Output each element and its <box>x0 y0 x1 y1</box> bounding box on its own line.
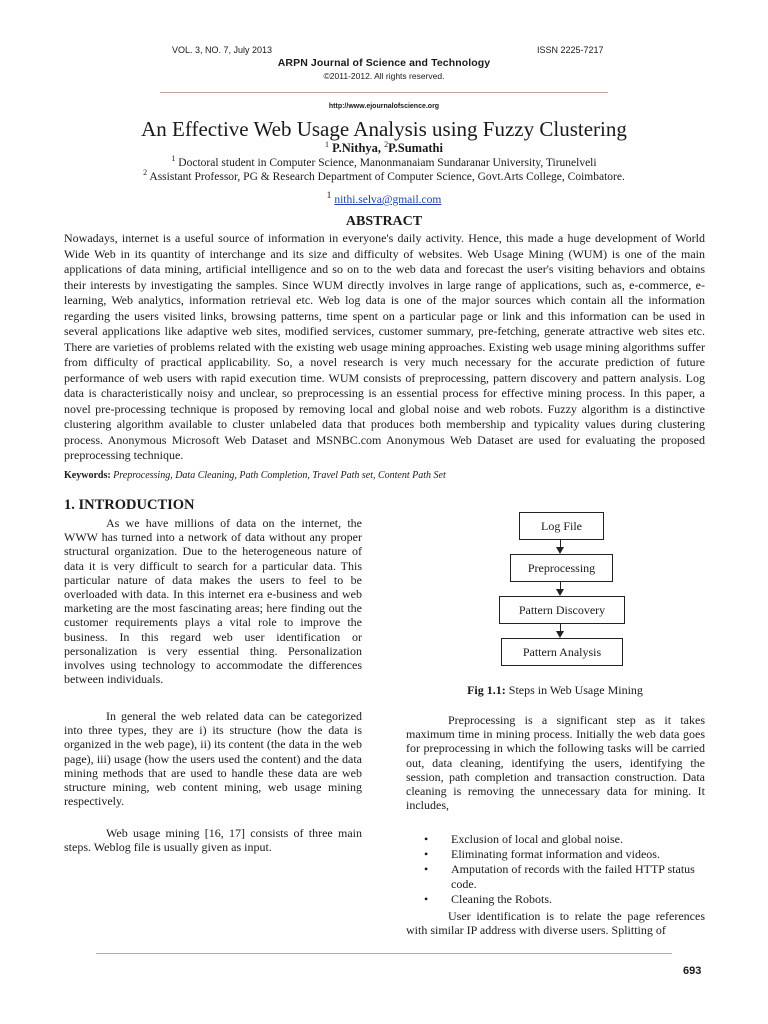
header-volume: VOL. 3, NO. 7, July 2013 <box>172 45 273 55</box>
introduction-p1-text: As we have millions of data on the internet, the WWW has turned into a network of data without any proper structural organization. Due to the heterogeneous nature of data it is very difficult to search for a particular data. This particular nature of data makes the users to feel to be overloaded with data. In this internet era e-business and web marketing are the most fascinating areas; here finding out the customer requirements plays a vital role to improve the business. In this regard web user identification or personalization is very essential thing. Personalization involves using technology to accommodate the differences between individuals. <box>64 516 362 687</box>
introduction-heading: 1. INTRODUCTION <box>64 497 195 513</box>
introduction-paragraph-3 <box>64 826 362 854</box>
header-copyright: ©2011-2012. All rights reserved. <box>323 71 445 81</box>
email-superscript: 1 <box>326 190 332 201</box>
flow-step-log-file: Log File <box>519 512 604 540</box>
header-divider <box>160 92 608 93</box>
flow-step-pattern-discovery: Pattern Discovery <box>499 596 625 624</box>
list-item <box>424 847 705 862</box>
cleaning-bullet-list <box>424 832 705 907</box>
flow-arrowhead-2 <box>556 589 564 596</box>
list-item-text: Amputation of records with the failed HTTP status code. <box>451 862 695 891</box>
author2-name: P.Sumathi <box>388 141 443 156</box>
footer-divider <box>96 953 672 954</box>
list-item-text: Cleaning the Robots. <box>451 892 552 906</box>
header-url[interactable]: http://www.ejournalofscience.org <box>328 103 440 110</box>
right-p1-text: Preprocessing is a significant step as it takes maximum time in mining process. Initially the web data goes for preprocessing in which the following tasks will be carried out, data cleaning, identifying the users, identifying the session, path completion and transaction construction. Data cleaning is removing the unnecessary data for mining. It includes, <box>406 713 705 813</box>
right-column-paragraph-2 <box>406 909 705 937</box>
list-item <box>424 832 705 847</box>
flow-arrow-1 <box>560 539 561 547</box>
bullet-icon: • <box>424 832 429 846</box>
flow-step-pattern-analysis: Pattern Analysis <box>501 638 623 666</box>
introduction-paragraph-2 <box>64 709 362 808</box>
header-journal-name: ARPN Journal of Science and Technology <box>277 57 491 69</box>
figure-caption <box>405 683 705 698</box>
affiliation-1 <box>0 154 768 169</box>
right-p2-text: User identification is to relate the page references with similar IP address with diverse users. Splitting of <box>406 909 705 938</box>
introduction-p2-text: In general the web related data can be categorized into three types, they are i) its structure (how the data is organized in the web page), ii) its content (the data in the web page), iii) usage (how the users used the content) and the data mining methods that are used to handle these data are web structure mining, web content mining, web usage mining respectively. <box>64 709 362 809</box>
bullet-icon: • <box>424 847 429 861</box>
flow-arrowhead-3 <box>556 631 564 638</box>
author-email-link[interactable]: nithi.selva@gmail.com <box>334 193 442 206</box>
affiliation2-text: Assistant Professor, PG & Research Department of Computer Science, Govt.Arts College, Coimbatore. <box>149 170 625 183</box>
figure-caption-label: Fig 1.1: <box>467 683 506 697</box>
affiliation-2 <box>0 168 768 183</box>
keywords-label: Keywords: <box>64 470 111 481</box>
list-item-text: Eliminating format information and videos. <box>451 847 660 861</box>
flow-arrow-2 <box>560 581 561 589</box>
header-issn: ISSN 2225-7217 <box>537 45 604 55</box>
abstract-body: Nowadays, internet is a useful source of information in everyone's daily activity. Hence, this made a huge development of World Wide Web in its quantity of interchange and its size and difficulty of websites. Web Usage Mining (WUM) is one of the main applications of data mining, artificial intelligence and so on to the web data and forecast the user's visiting behaviors and obtains their interests by investigating the samples. Since WUM directly involves in large range of applications, such as, e-commerce, e-learning, Web analytics, information retrieval etc. Web log data is one of the major sources which contain all the information regarding the users visited links, browsing patterns, time spent on a particular page or link and this information can be used in several applications like adaptive web sites, modified services, customer summary, pre-fetching, generate attractive web sites etc. There are varieties of problems related with the existing web usage mining approaches. Existing web usage mining algorithms suffer from difficulty of practical applicability. So, a novel research is very much necessary for the accurate prediction of future performance of web users with rapid execution time. WUM consists of preprocessing, pattern discovery and pattern analysis. Log data is characteristically noisy and unclear, so preprocessing is an essential process for effective mining process. In this paper, a novel pre-processing technique is proposed by removing local and global noise and web robots. Fuzzy algorithm is a distinctive clustering algorithm available to cluster unlabeled data that produces both membership and typicality values during clustering process. Anonymous Microsoft Web Dataset and MSNBC.com Anonymous Web Dataset are used for evaluating the proposed preprocessing technique. <box>64 231 705 462</box>
figure-caption-text: Steps in Web Usage Mining <box>508 683 643 697</box>
affiliation2-superscript: 2 <box>143 168 148 177</box>
introduction-p3-text: Web usage mining [16, 17] consists of three main steps. Weblog file is usually given as input. <box>64 826 362 855</box>
page-number: 693 <box>683 965 702 977</box>
flow-arrow-3 <box>560 623 561 631</box>
author1-name: P.Nithya, <box>332 141 382 156</box>
email-line <box>0 190 768 206</box>
paper-title: An Effective Web Usage Analysis using Fuzzy Clustering <box>141 117 627 141</box>
right-column-paragraph-1 <box>406 713 705 812</box>
flow-arrowhead-1 <box>556 547 564 554</box>
keywords-text: Preprocessing, Data Cleaning, Path Completion, Travel Path set, Content Path Set <box>113 470 446 481</box>
abstract-heading: ABSTRACT <box>345 214 423 229</box>
keywords-line <box>64 470 446 481</box>
flow-step-preprocessing: Preprocessing <box>510 554 613 582</box>
affiliation1-text: Doctoral student in Computer Science, Manonmanaiam Sundaranar University, Tirunelveli <box>178 156 597 169</box>
bullet-icon: • <box>424 862 429 876</box>
affiliation1-superscript: 1 <box>171 154 176 163</box>
list-item <box>424 862 705 892</box>
author1-superscript: 1 <box>325 140 330 149</box>
introduction-paragraph-1 <box>64 516 362 686</box>
list-item-text: Exclusion of local and global noise. <box>451 832 623 846</box>
bullet-icon: • <box>424 892 429 906</box>
author2-superscript: 2 <box>384 140 389 149</box>
list-item <box>424 892 705 907</box>
